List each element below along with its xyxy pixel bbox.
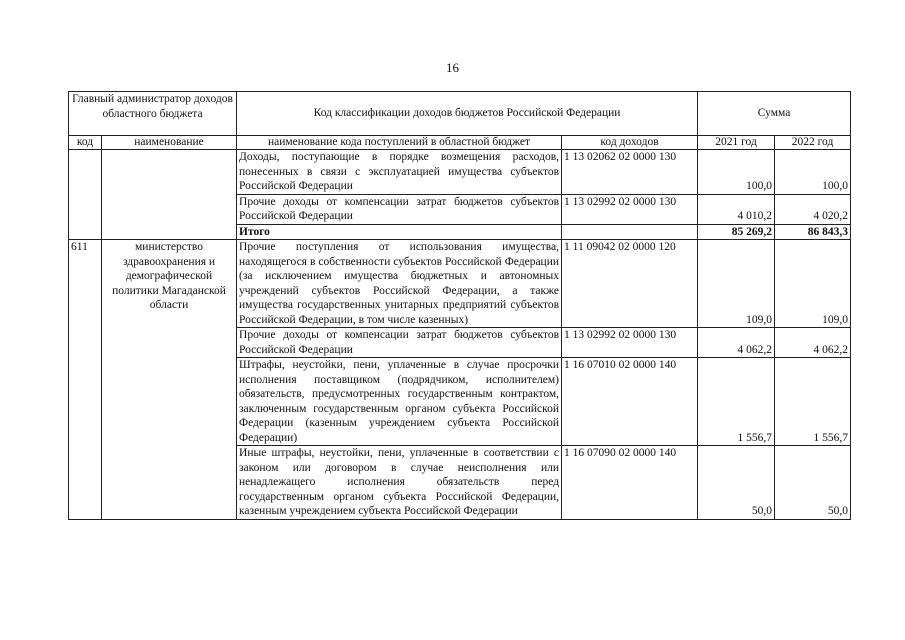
header-code: код <box>69 136 102 150</box>
receipt-name-cell: Прочие доходы от компенсации затрат бюджетов субъектов Российской Федерации <box>237 328 562 358</box>
admin-name-cell: министерство здравоохранения и демографической политики Магаданской области <box>102 240 237 328</box>
total-label: Итого <box>237 224 562 240</box>
header-2022: 2022 год <box>775 136 851 150</box>
amount-2021-cell: 1 556,7 <box>698 358 775 446</box>
amount-2021-cell: 109,0 <box>698 240 775 328</box>
total-row <box>69 224 851 240</box>
amount-2021-cell: 50,0 <box>698 446 775 520</box>
table-row <box>69 150 851 195</box>
header-name: наименование <box>102 136 237 150</box>
table-row <box>69 358 851 446</box>
header-income-code: код доходов <box>562 136 698 150</box>
table-header-row <box>69 92 851 136</box>
amount-2022-cell: 50,0 <box>775 446 851 520</box>
income-code-cell: 1 16 07090 02 0000 140 <box>562 446 698 520</box>
amount-2022-cell: 100,0 <box>775 150 851 195</box>
page-number: 16 <box>446 60 459 75</box>
amount-2021-cell: 4 010,2 <box>698 194 775 224</box>
header-receipt-name: наименование кода поступлений в областной бюджет <box>237 136 562 150</box>
income-code-cell: 1 11 09042 02 0000 120 <box>562 240 698 328</box>
income-table <box>68 91 851 520</box>
income-code-cell: 1 13 02062 02 0000 130 <box>562 150 698 195</box>
table-row <box>69 240 851 328</box>
amount-2022-cell: 4 020,2 <box>775 194 851 224</box>
total-2022: 86 843,3 <box>775 224 851 240</box>
table-row <box>69 194 851 224</box>
income-code-cell <box>562 224 698 240</box>
amount-2021-cell: 100,0 <box>698 150 775 195</box>
income-code-cell: 1 13 02992 02 0000 130 <box>562 194 698 224</box>
receipt-name-cell: Штрафы, неустойки, пени, уплаченные в случае просрочки исполнения поставщиком (подрядчиком, исполнителем) обязательств, предусмотренных государственным контрактом, заключенным государственным органом субъекта Российской Федерации (казенным учреждением субъекта Российской Федерации) <box>237 358 562 446</box>
table-row <box>69 446 851 520</box>
table-row <box>69 328 851 358</box>
header-2021: 2021 год <box>698 136 775 150</box>
income-code-cell: 1 16 07010 02 0000 140 <box>562 358 698 446</box>
total-2021: 85 269,2 <box>698 224 775 240</box>
income-code-cell: 1 13 02992 02 0000 130 <box>562 328 698 358</box>
table-subheader-row <box>69 136 851 150</box>
header-admin-group: Главный администратор доходов областного бюджета <box>69 92 237 136</box>
receipt-name-cell: Прочие доходы от компенсации затрат бюджетов субъектов Российской Федерации <box>237 194 562 224</box>
amount-2022-cell: 109,0 <box>775 240 851 328</box>
admin-code-cell: 611 <box>69 240 102 328</box>
receipt-name-cell: Иные штрафы, неустойки, пени, уплаченные в соответствии с законом или договором в случае неисполнения или ненадлежащего исполнения обязательств перед государственным органом субъекта Российской Федерации, казенным учреждением субъекта Российской Федерации <box>237 446 562 520</box>
amount-2022-cell: 4 062,2 <box>775 328 851 358</box>
amount-2021-cell: 4 062,2 <box>698 328 775 358</box>
header-classification: Код классификации доходов бюджетов Российской Федерации <box>237 92 698 136</box>
receipt-name-cell: Прочие поступления от использования имущества, находящегося в собственности субъектов Российской Федерации (за исключением имущества бюджетных и автономных учреждений субъектов Российской Федерации, а также имущества государственных унитарных предприятий субъектов Российской Федерации, в том числе казенных) <box>237 240 562 328</box>
receipt-name-cell: Доходы, поступающие в порядке возмещения расходов, понесенных в связи с эксплуатацией имущества субъектов Российской Федерации <box>237 150 562 195</box>
header-sum: Сумма <box>698 92 851 136</box>
amount-2022-cell: 1 556,7 <box>775 358 851 446</box>
